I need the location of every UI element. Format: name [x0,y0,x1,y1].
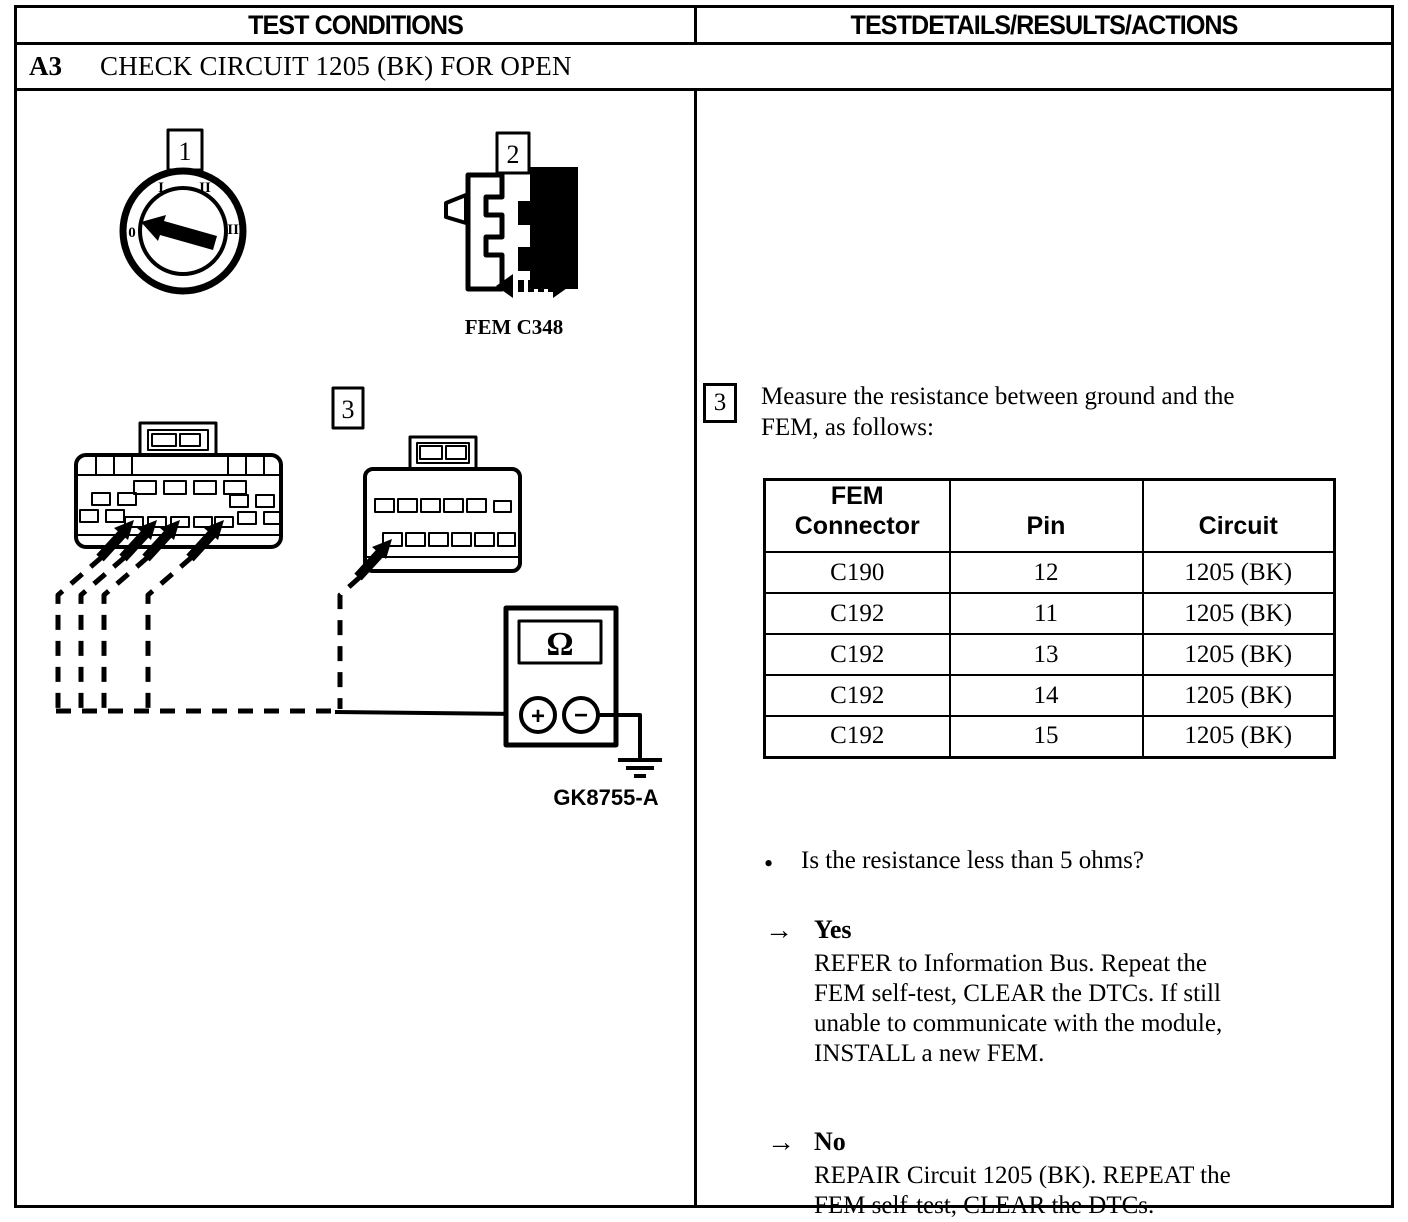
table-row [765,593,1335,634]
ignition-position-start: III [227,222,245,238]
cell-connector: C192 [765,716,950,757]
cell-connector: C190 [765,552,950,593]
meter-positive-terminal: + [530,703,546,730]
ignition-position-off: 0 [128,225,136,241]
cell-circuit: 1205 (BK) [1143,634,1335,675]
test-details-header-cell [697,8,1391,42]
cell-connector: C192 [765,634,950,675]
instruction-line-1: Measure the resistance between ground and the [761,383,1235,410]
yes-label: Yes [814,915,852,944]
test-lead-dashed-lines [56,557,335,711]
pin-column-header: Pin [950,480,1143,553]
table-row [765,716,1335,757]
table-header-row [17,8,1391,45]
callout-2-number: 2 [506,140,520,169]
callout-3-number: 3 [341,395,355,424]
step-3-number: 3 [713,389,727,416]
fem-connector-large-icon [76,423,282,547]
no-label: No [814,1127,846,1156]
callout-1-number: 1 [178,137,192,166]
yes-line-2: FEM self-test, CLEAR the DTCs. If still [814,980,1221,1007]
cell-pin: 12 [950,552,1143,593]
yes-line-3: unable to communicate with the module, [814,1010,1223,1037]
no-arrow-icon: → [767,1127,795,1158]
ignition-position-acc: I [158,180,164,196]
ignition-key-arrow-icon [141,215,217,250]
step-3-instruction [761,381,1361,443]
meter-positive-lead [335,712,523,714]
table-row [765,634,1335,675]
test-details-column [697,91,1391,1219]
circuit-column-header: Circuit [1143,480,1335,553]
test-conditions-diagram [17,91,697,1196]
yes-action-text [814,949,1354,1069]
cell-pin: 11 [950,593,1143,634]
no-action-text [814,1161,1354,1221]
ignition-position-run: II [199,180,211,196]
table-row [765,675,1335,716]
test-conditions-header-cell [17,8,697,42]
ignition-switch-icon [123,171,245,291]
bullet-icon: • [764,849,774,878]
multimeter-icon [506,608,616,745]
cell-connector: C192 [765,593,950,634]
yes-line-4: INSTALL a new FEM. [814,1040,1045,1067]
fem-connector-column-header: FEM Connector [765,480,950,553]
test-conditions-column [17,91,697,1205]
resistance-table-header-row [765,480,1335,553]
cell-circuit: 1205 (BK) [1143,716,1335,757]
test-question: Is the resistance less than 5 ohms? [801,847,1144,874]
step-3-callout [703,383,737,423]
cell-circuit: 1205 (BK) [1143,552,1335,593]
cell-pin: 14 [950,675,1143,716]
test-step-id: A3 [29,51,62,81]
test-details-header: TESTDETAILS/RESULTS/ACTIONS [850,9,1238,40]
ohmmeter-symbol: Ω [546,626,574,663]
test-step-title: CHECK CIRCUIT 1205 (BK) FOR OPEN [100,51,572,81]
callout-3 [333,388,363,428]
no-line-2: FEM self-test, CLEAR the DTCs. [814,1192,1155,1219]
cell-pin: 13 [950,634,1143,675]
connector-c348-icon [446,167,578,289]
content-row [17,91,1391,1219]
resistance-table [763,478,1336,759]
page-frame [14,5,1394,1219]
cell-connector: C192 [765,675,950,716]
test-lead-dashed-line-small [340,577,360,709]
test-step-title-row [17,45,1391,91]
cell-circuit: 1205 (BK) [1143,675,1335,716]
connector-c348-label: FEM C348 [464,315,564,339]
cell-pin: 15 [950,716,1143,757]
yes-arrow-icon: → [765,915,793,946]
meter-negative-terminal: − [573,702,589,729]
instruction-line-2: FEM, as follows: [761,414,934,441]
no-line-1: REPAIR Circuit 1205 (BK). REPEAT the [814,1162,1231,1189]
cell-circuit: 1205 (BK) [1143,593,1335,634]
test-conditions-header: TEST CONDITIONS [248,9,463,40]
callout-2 [497,133,529,173]
yes-line-1: REFER to Information Bus. Repeat the [814,950,1208,977]
callout-1 [168,130,202,170]
meter-part-label: GK8755-A [553,785,659,810]
table-row [765,552,1335,593]
